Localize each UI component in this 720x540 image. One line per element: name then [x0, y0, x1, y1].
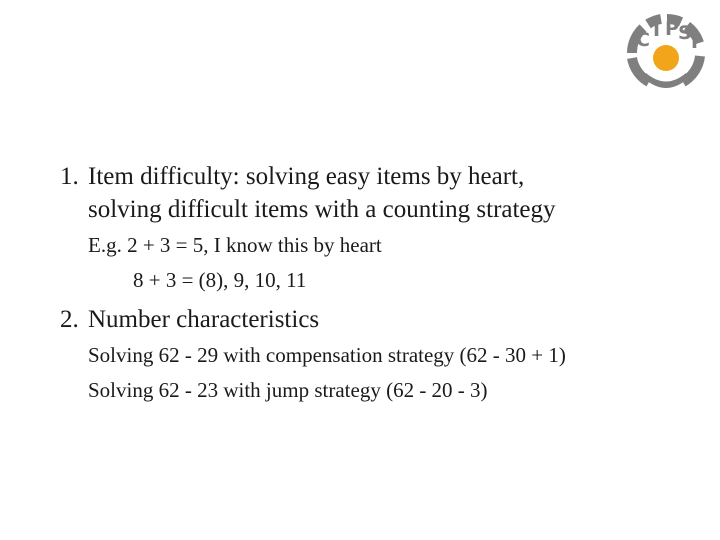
list-item-2: [60, 303, 680, 408]
logo-letter-i: I: [653, 19, 661, 41]
list-item-1-example-line-1: E.g. 2 + 3 = 5, I know this by heart: [88, 233, 382, 257]
logo-letter-c: C: [636, 29, 650, 51]
list-item-1-number: 1.: [60, 163, 79, 190]
list-item-2-example-line-1: Solving 62 - 29 with compensation strategy (62 - 30 + 1): [88, 343, 566, 367]
cipst-logo-icon: [622, 10, 710, 92]
list-item-1: [60, 160, 680, 298]
list-item-1-heading: [60, 160, 680, 226]
logo-letter-t: T: [688, 31, 701, 53]
list-item-2-title: [88, 303, 680, 336]
list-item-2-title-line-1: Number characteristics: [88, 306, 320, 333]
list-item-2-example-line-2: Solving 62 - 23 with jump strategy (62 - 20 - 3): [88, 378, 488, 402]
list-item-1-example-line-2: 8 + 3 = (8), 9, 10, 11: [133, 268, 307, 292]
list-item-1-title-line-2: solving difficult items with a counting strategy: [88, 196, 556, 223]
slide-content: [60, 160, 680, 408]
list-item-1-title: [88, 160, 680, 226]
logo-letter-s: S: [678, 22, 692, 44]
cipst-logo: [622, 10, 710, 92]
list-item-2-number: 2.: [60, 306, 79, 333]
logo-letter-p: P: [665, 18, 679, 40]
list-item-1-title-line-1: Item difficulty: solving easy items by heart,: [88, 163, 525, 190]
list-item-2-heading: [60, 303, 680, 336]
